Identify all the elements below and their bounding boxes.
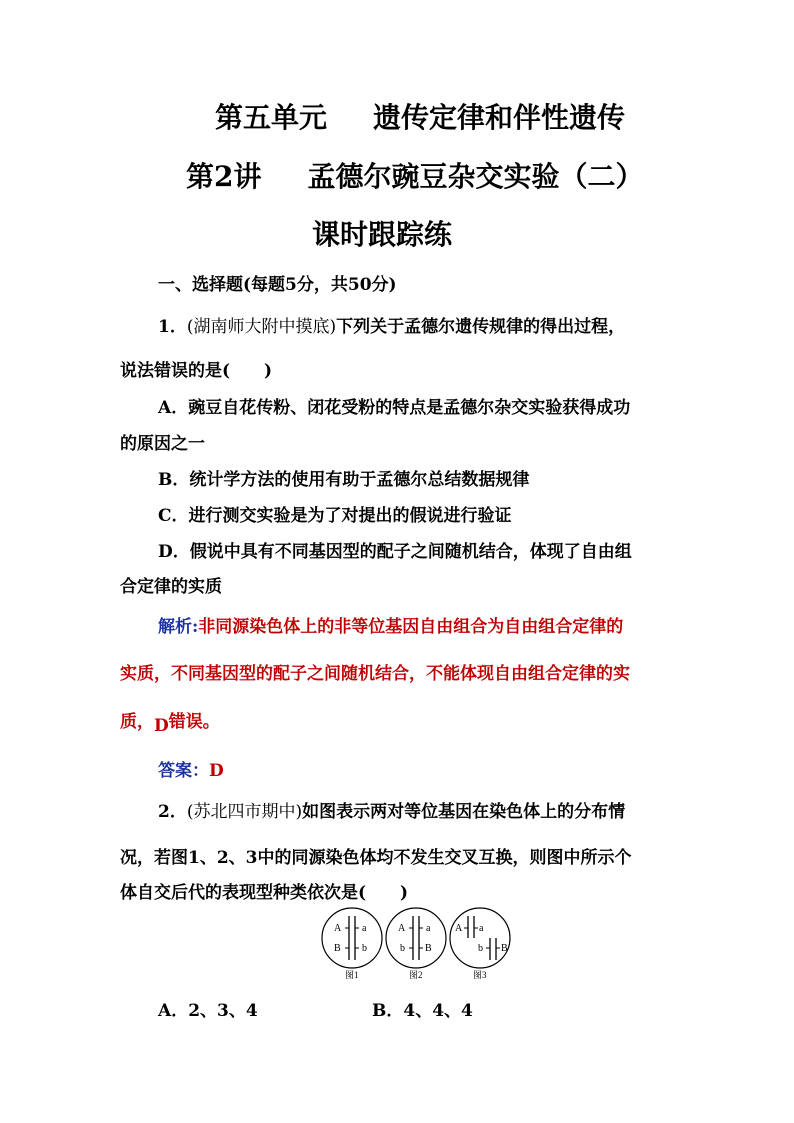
fig2-bottom-right: B [425,943,432,954]
q1-analysis-line1 [158,612,623,637]
q1-option-b: B．统计学方法的使用有助于孟德尔总结数据规律 [158,470,530,490]
q1-option-c: C．进行测交实验是为了对提出的假说进行验证 [158,506,512,526]
analysis-label: 解析: [158,617,199,637]
fig3-caption: 图3 [473,970,487,980]
unit-heading [215,96,625,136]
q1-number: 1． [158,317,187,337]
fig1-caption: 图1 [345,970,359,980]
lecture-number: 第2讲 [186,160,262,193]
q2-number: 2． [158,802,187,822]
fig2-top-right: a [426,923,431,934]
fig2-top-left: A [398,923,406,934]
chromosome-figure-2 [384,906,448,984]
analysis-answer-letter: D [154,716,169,736]
page-subtitle: 课时跟踪练 [312,218,453,251]
fig3-bottom-right: B [501,943,508,954]
q1-option-a-line1: A．豌豆自花传粉、闭花受粉的特点是孟德尔杂交实验获得成功 [158,398,631,418]
q2-option-b: B．4、4、4 [372,1001,473,1021]
q2-option-a: A．2、3、4 [158,1001,258,1021]
q1-option-a-line2: 的原因之一 [120,434,205,454]
q1-option-d-line2: 合定律的实质 [120,577,222,597]
q2-stem: 如图表示两对等位基因在染色体上的分布情 [302,802,626,822]
unit-number: 第五单元 [215,101,328,134]
fig1-bottom-left: B [334,943,341,954]
lecture-title: 孟德尔豌豆杂交实验（二） [307,160,644,193]
q1-analysis-line3 [120,707,220,736]
fig3-top-right: a [479,923,484,934]
fig2-caption: 图2 [409,970,423,980]
q1-analysis-line2: 实质，不同基因型的配子之间随机结合，不能体现自由组合定律的实 [120,664,630,684]
q1-stem-line2: 说法错误的是( ) [120,361,273,381]
answer-label: 答案： [158,761,209,781]
analysis-text-3c: 错误。 [168,712,220,732]
analysis-text-1: 非同源染色体上的非等位基因自由组合为自由组合定律的 [198,617,624,637]
fig1-top-right: a [362,923,367,934]
chromosome-figure-3 [448,906,512,984]
fig3-bottom-left: b [478,943,483,954]
q1-stem-line1 [158,312,625,337]
fig3-top-left: A [455,923,463,934]
q1-source: (湖南师大附中摸底) [186,317,337,337]
q2-stem-line2: 况，若图1、2、3中的同源染色体均不发生交叉互换，则图中所示个 [120,848,632,868]
answer-value: D [209,761,224,781]
q1-answer [158,756,224,781]
q2-source: (苏北四市期中) [186,802,303,822]
analysis-text-3a: 质， [120,712,154,732]
section-heading: 一、选择题(每题5分，共50分) [158,275,397,295]
q2-stem-line3: 体自交后代的表现型种类依次是( ) [120,883,409,903]
unit-title: 遗传定律和伴性遗传 [373,101,626,134]
q1-stem: 下列关于孟德尔遗传规律的得出过程， [336,317,626,337]
fig1-bottom-right: b [362,943,367,954]
chromosome-figure-1 [320,906,384,984]
lecture-heading [186,155,644,195]
q2-stem-line1 [158,797,625,822]
q1-option-d-line1: D．假说中具有不同基因型的配子之间随机结合，体现了自由组 [158,542,632,562]
fig1-top-left: A [334,923,342,934]
fig2-bottom-left: b [400,943,405,954]
